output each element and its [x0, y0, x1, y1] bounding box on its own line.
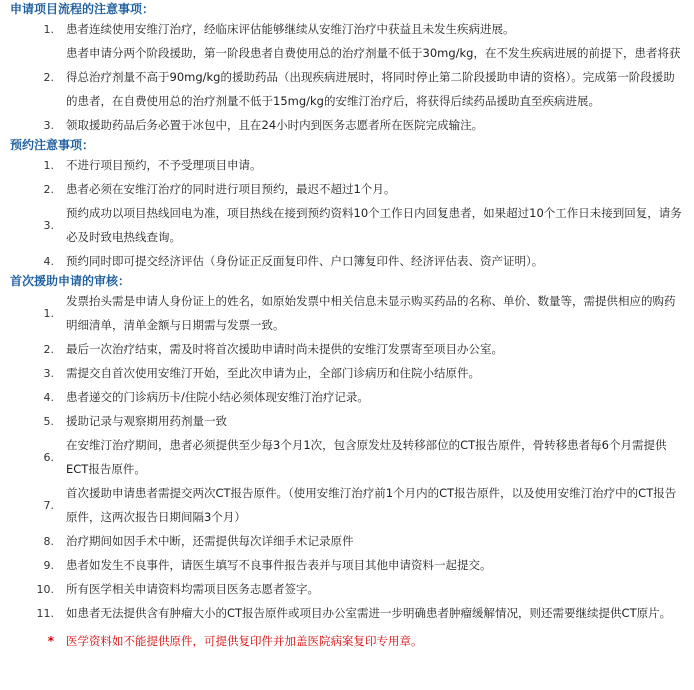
first-review-list	[10, 289, 686, 625]
item-number: 3.	[43, 218, 54, 232]
list-item	[10, 553, 686, 577]
section-title-appointment: 预约注意事项：	[10, 138, 95, 152]
list-item	[10, 337, 686, 361]
section-title-first-review: 首次援助申请的审核：	[10, 274, 131, 288]
item-number: 4.	[43, 390, 54, 404]
list-item	[10, 577, 686, 601]
item-number: 3.	[43, 366, 54, 380]
item-number: 6.	[43, 450, 54, 464]
list-item	[10, 481, 686, 529]
item-text: 预约成功以项目热线回电为准，项目热线在接到预约资料10个工作日内回复患者，如果超过10个工作日未接到回复，请务必及时致电热线查询。	[66, 206, 682, 244]
list-item	[10, 433, 686, 481]
item-text: 所有医学相关申请资料均需项目医务志愿者签字。	[66, 582, 319, 596]
item-text: 发票抬头需是申请人身份证上的姓名，如原始发票中相关信息未显示购买药品的名称、单价、数量等，需提供相应的购药明细清单，清单金额与日期需与发票一致。	[66, 294, 676, 332]
item-number: 2.	[43, 342, 54, 356]
list-item	[10, 289, 686, 337]
item-text: 不进行项目预约，不予受理项目申请。	[66, 158, 262, 172]
item-number: 7.	[43, 498, 54, 512]
item-text: 领取援助药品后务必置于冰包中，且在24小时内到医务志愿者所在医院完成输注。	[66, 118, 484, 132]
list-item	[10, 409, 686, 433]
item-text: 援助记录与观察期用药剂量一致	[66, 414, 227, 428]
process-notes-list	[10, 17, 686, 137]
item-text: 最后一次治疗结束，需及时将首次援助申请时尚未提供的安维汀发票寄至项目办公室。	[66, 342, 503, 356]
appointment-notes-list	[10, 153, 686, 273]
item-number: 3.	[43, 118, 54, 132]
item-text: 患者连续使用安维汀治疗，经临床评估能够继续从安维汀治疗中获益且未发生疾病进展。	[66, 22, 515, 36]
item-number: 1.	[43, 306, 54, 320]
list-item	[10, 201, 686, 249]
item-text: 患者如发生不良事件，请医生填写不良事件报告表并与项目其他申请资料一起提交。	[66, 558, 492, 572]
item-number: 11.	[36, 606, 54, 620]
item-number: 5.	[43, 414, 54, 428]
list-item	[10, 601, 686, 625]
item-number: 1.	[43, 158, 54, 172]
important-note	[10, 629, 686, 653]
section-title-application-process: 申请项目流程的注意事项：	[10, 2, 155, 16]
item-text: 治疗期间如因手术中断，还需提供每次详细手术记录原件	[66, 534, 354, 548]
item-number: 8.	[43, 534, 54, 548]
list-item	[10, 17, 686, 41]
item-number: 2.	[43, 182, 54, 196]
item-text: 如患者无法提供含有肿瘤大小的CT报告原件或项目办公室需进一步明确患者肿瘤缓解情况，则还需要继续提供CT原片。	[66, 606, 672, 620]
item-text: 患者递交的门诊病历卡/住院小结必须体现安维汀治疗记录。	[66, 390, 369, 404]
list-item	[10, 153, 686, 177]
list-item	[10, 529, 686, 553]
list-item	[10, 177, 686, 201]
list-item	[10, 361, 686, 385]
item-text: 在安维汀治疗期间，患者必须提供至少每3个月1次，包含原发灶及转移部位的CT报告原件，骨转移患者每6个月需提供ECT报告原件。	[66, 438, 667, 476]
note-asterisk: *	[47, 634, 54, 648]
item-number: 4.	[43, 254, 54, 268]
item-number: 1.	[43, 22, 54, 36]
item-number: 2.	[43, 70, 54, 84]
list-item	[10, 113, 686, 137]
note-text: 医学资料如不能提供原件，可提供复印件并加盖医院病案复印专用章。	[66, 634, 423, 648]
item-text: 预约同时即可提交经济评估（身份证正反面复印件、户口簿复印件、经济评估表、资产证明）。	[66, 254, 544, 268]
item-text: 需提交自首次使用安维汀开始，至此次申请为止，全部门诊病历和住院小结原件。	[66, 366, 480, 380]
list-item	[10, 249, 686, 273]
list-item	[10, 41, 686, 113]
item-number: 9.	[43, 558, 54, 572]
list-item	[10, 385, 686, 409]
item-number: 10.	[36, 582, 54, 596]
item-text: 首次援助申请患者需提交两次CT报告原件。（使用安维汀治疗前1个月内的CT报告原件，以及使用安维汀治疗中的CT报告原件，这两次报告日期间隔3个月）	[66, 486, 677, 524]
item-text: 患者申请分两个阶段援助，第一阶段患者自费使用总的治疗剂量不低于30mg/kg，在不发生疾病进展的前提下，患者将获得总治疗剂量不高于90mg/kg的援助药品（出现疾病进展时，将同时停止第二阶段援助申请的资格）。完成第一阶段援助的患者，在自费使用总的治疗剂量不低于15mg/kg的安维汀治疗后，将获得后续药品援助直至疾病进展。	[66, 46, 681, 108]
item-text: 患者必须在安维汀治疗的同时进行项目预约，最迟不超过1个月。	[66, 182, 396, 196]
